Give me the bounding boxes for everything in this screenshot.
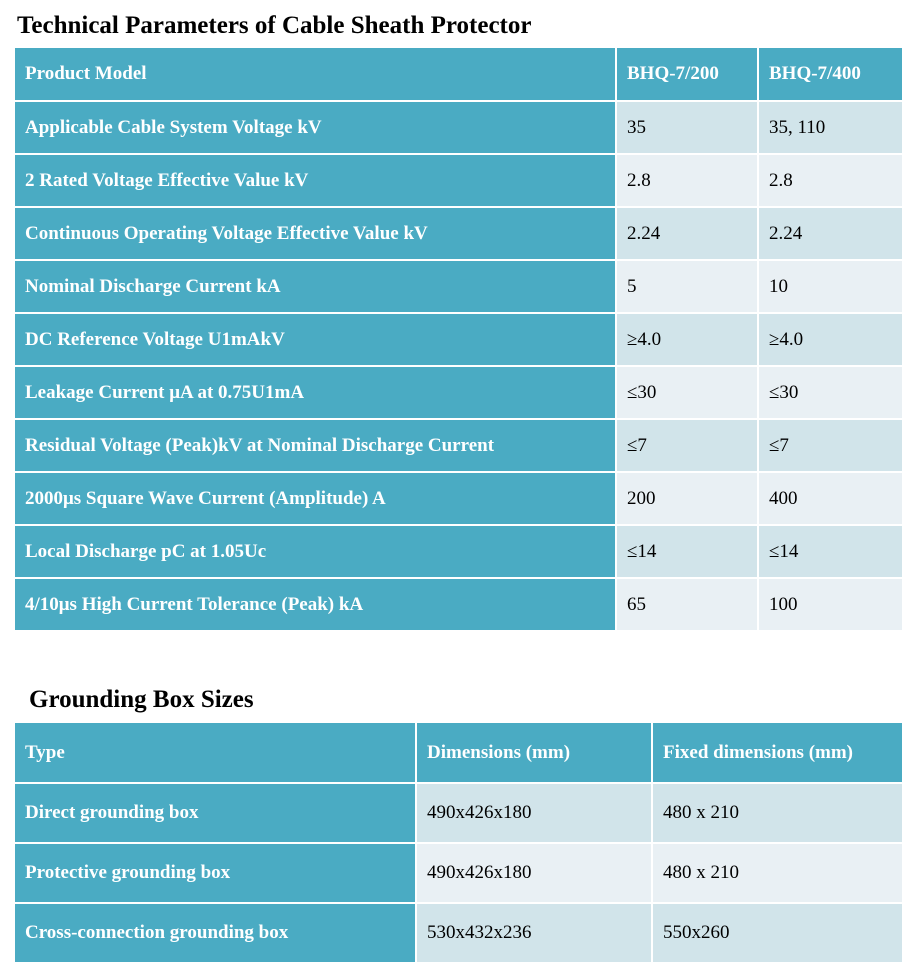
header-cell-model-b: BHQ-7/400 bbox=[758, 47, 902, 101]
value-cell: ≤14 bbox=[616, 525, 758, 578]
table-body bbox=[14, 722, 902, 963]
table-row bbox=[14, 313, 902, 366]
parameter-name-cell: Leakage Current μA at 0.75U1mA bbox=[14, 366, 616, 419]
box-type-cell: Direct grounding box bbox=[14, 783, 416, 843]
value-cell: ≤7 bbox=[616, 419, 758, 472]
table-row bbox=[14, 260, 902, 313]
value-cell: ≥4.0 bbox=[616, 313, 758, 366]
parameter-name-cell: Continuous Operating Voltage Effective Value kV bbox=[14, 207, 616, 260]
header-cell-model-a: BHQ-7/200 bbox=[616, 47, 758, 101]
grounding-box-sizes-table bbox=[13, 721, 902, 964]
parameter-name-cell: DC Reference Voltage U1mAkV bbox=[14, 313, 616, 366]
value-cell: 2.24 bbox=[616, 207, 758, 260]
value-cell: ≤14 bbox=[758, 525, 902, 578]
value-cell: 35, 110 bbox=[758, 101, 902, 154]
value-cell: 200 bbox=[616, 472, 758, 525]
value-cell: 2.24 bbox=[758, 207, 902, 260]
value-cell: 480 x 210 bbox=[652, 843, 902, 903]
parameter-name-cell: Nominal Discharge Current kA bbox=[14, 260, 616, 313]
table-row bbox=[14, 472, 902, 525]
value-cell: 100 bbox=[758, 578, 902, 631]
value-cell: 490x426x180 bbox=[416, 843, 652, 903]
parameter-name-cell: 2 Rated Voltage Effective Value kV bbox=[14, 154, 616, 207]
value-cell: ≤30 bbox=[616, 366, 758, 419]
table-row bbox=[14, 207, 902, 260]
value-cell: 530x432x236 bbox=[416, 903, 652, 963]
table-row bbox=[14, 525, 902, 578]
value-cell: 2.8 bbox=[616, 154, 758, 207]
value-cell: 65 bbox=[616, 578, 758, 631]
section-title: Grounding Box Sizes bbox=[29, 686, 254, 713]
parameter-name-cell: Applicable Cable System Voltage kV bbox=[14, 101, 616, 154]
value-cell: 10 bbox=[758, 260, 902, 313]
parameter-name-cell: Local Discharge pC at 1.05Uc bbox=[14, 525, 616, 578]
value-cell: 490x426x180 bbox=[416, 783, 652, 843]
table-row bbox=[14, 578, 902, 631]
table-body bbox=[14, 47, 902, 631]
page-title: Technical Parameters of Cable Sheath Protector bbox=[17, 12, 532, 39]
value-cell: ≥4.0 bbox=[758, 313, 902, 366]
parameter-name-cell: 4/10μs High Current Tolerance (Peak) kA bbox=[14, 578, 616, 631]
value-cell: 480 x 210 bbox=[652, 783, 902, 843]
box-type-cell: Cross-connection grounding box bbox=[14, 903, 416, 963]
value-cell: ≤30 bbox=[758, 366, 902, 419]
value-cell: 35 bbox=[616, 101, 758, 154]
parameter-name-cell: 2000μs Square Wave Current (Amplitude) A bbox=[14, 472, 616, 525]
header-cell-fixed-dimensions: Fixed dimensions (mm) bbox=[652, 722, 902, 783]
box-type-cell: Protective grounding box bbox=[14, 843, 416, 903]
header-cell-product-model: Product Model bbox=[14, 47, 616, 101]
table-row bbox=[14, 366, 902, 419]
table-row bbox=[14, 419, 902, 472]
header-cell-type: Type bbox=[14, 722, 416, 783]
table-header-row bbox=[14, 722, 902, 783]
parameter-name-cell: Residual Voltage (Peak)kV at Nominal Discharge Current bbox=[14, 419, 616, 472]
table-row bbox=[14, 783, 902, 843]
table-header-row bbox=[14, 47, 902, 101]
value-cell: 5 bbox=[616, 260, 758, 313]
table-row bbox=[14, 154, 902, 207]
value-cell: 400 bbox=[758, 472, 902, 525]
value-cell: 550x260 bbox=[652, 903, 902, 963]
value-cell: 2.8 bbox=[758, 154, 902, 207]
header-cell-dimensions: Dimensions (mm) bbox=[416, 722, 652, 783]
table-row bbox=[14, 843, 902, 903]
table-row bbox=[14, 101, 902, 154]
value-cell: ≤7 bbox=[758, 419, 902, 472]
technical-parameters-table bbox=[13, 46, 902, 632]
table-row bbox=[14, 903, 902, 963]
